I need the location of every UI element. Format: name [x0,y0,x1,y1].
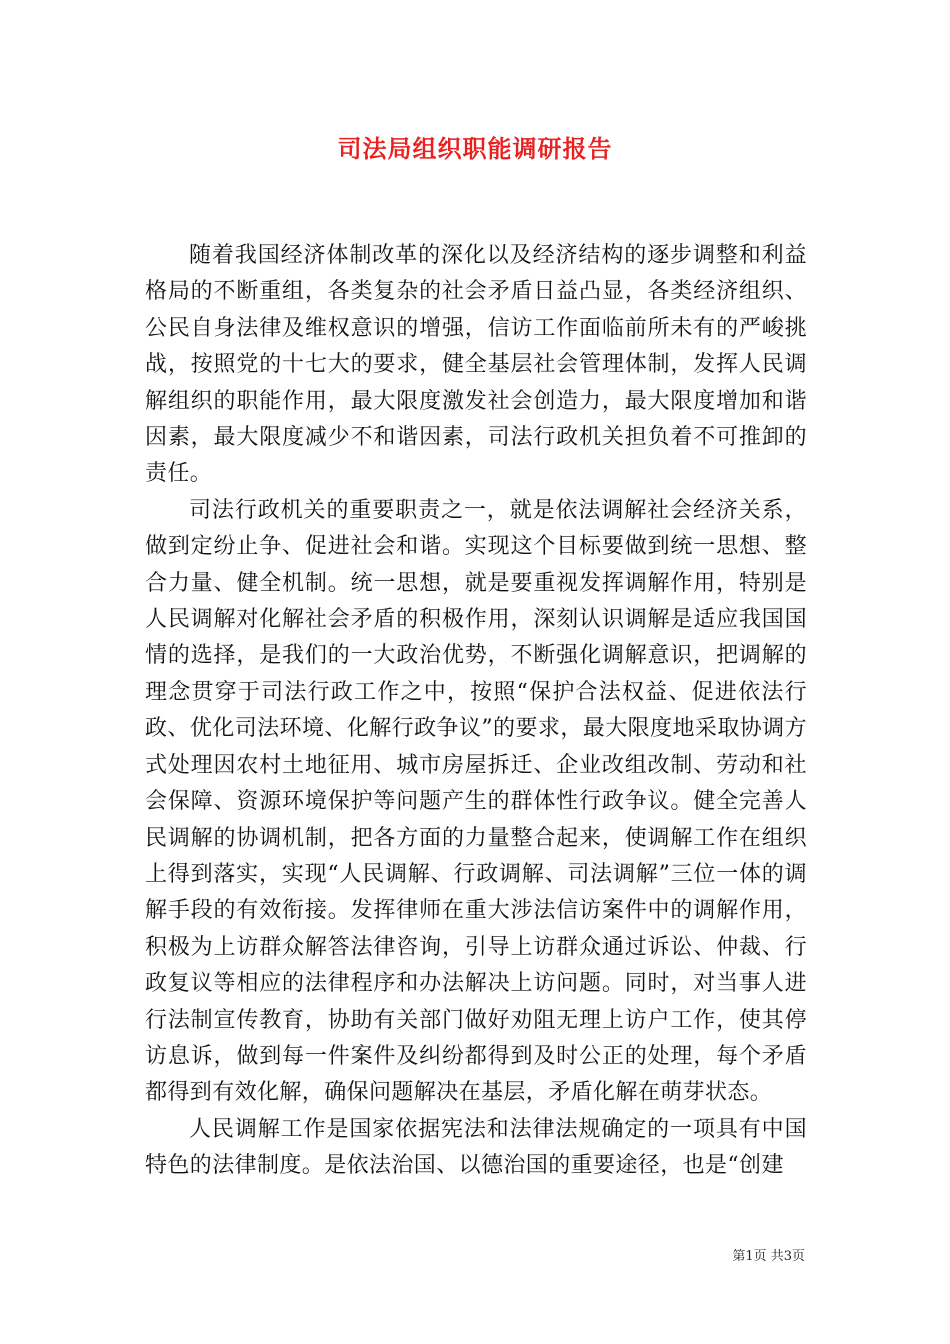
document-body [145,238,807,1185]
page-number-footer: 第1页 共3页 [732,1249,805,1264]
paragraph-1: 随着我国经济体制改革的深化以及经济结构的逐步调整和利益格局的不断重组，各类复杂的社会矛盾日益凸显，各类经济组织、公民自身法律及维权意识的增强，信访工作面临前所未有的严峻挑战，按照党的十七大的要求，健全基层社会管理体制，发挥人民调解组织的职能作用，最大限度激发社会创造力，最大限度增加和谐因素，最大限度减少不和谐因素，司法行政机关担负着不可推卸的责任。 [145,243,807,487]
paragraph-2: 司法行政机关的重要职责之一，就是依法调解社会经济关系，做到定纷止争、促进社会和谐。实现这个目标要做到统一思想、整合力量、健全机制。统一思想，就是要重视发挥调解作用，特别是人民调解对化解社会矛盾的积极作用，深刻认识调解是适应我国国情的选择，是我们的一大政治优势，不断强化调解意识，把调解的理念贯穿于司法行政工作之中，按照“保护合法权益、促进依法行政、优化司法环境、化解行政争议”的要求，最大限度地采取协调方式处理因农村土地征用、城市房屋拆迁、企业改组改制、劳动和社会保障、资源环境保护等问题产生的群体性行政争议。健全完善人民调解的协调机制，把各方面的力量整合起来，使调解工作在组织上得到落实，实现“人民调解、行政调解、司法调解”三位一体的调解手段的有效衔接。发挥律师在重大涉法信访案件中的调解作用，积极为上访群众解答法律咨询，引导上访群众通过诉讼、仲裁、行政复议等相应的法律程序和办法解决上访问题。同时，对当事人进行法制宣传教育，协助有关部门做好劝阻无理上访户工作，使其停访息诉，做到每一件案件及纠纷都得到及时公正的处理，每个矛盾都得到有效化解，确保问题解决在基层，矛盾化解在萌芽状态。 [145,497,807,1106]
paragraph-3: 人民调解工作是国家依据宪法和法律法规确定的一项具有中国特色的法律制度。是依法治国、以德治国的重要途径，也是“创建 [145,1116,807,1179]
document-title: 司法局组织职能调研报告 [337,134,613,163]
